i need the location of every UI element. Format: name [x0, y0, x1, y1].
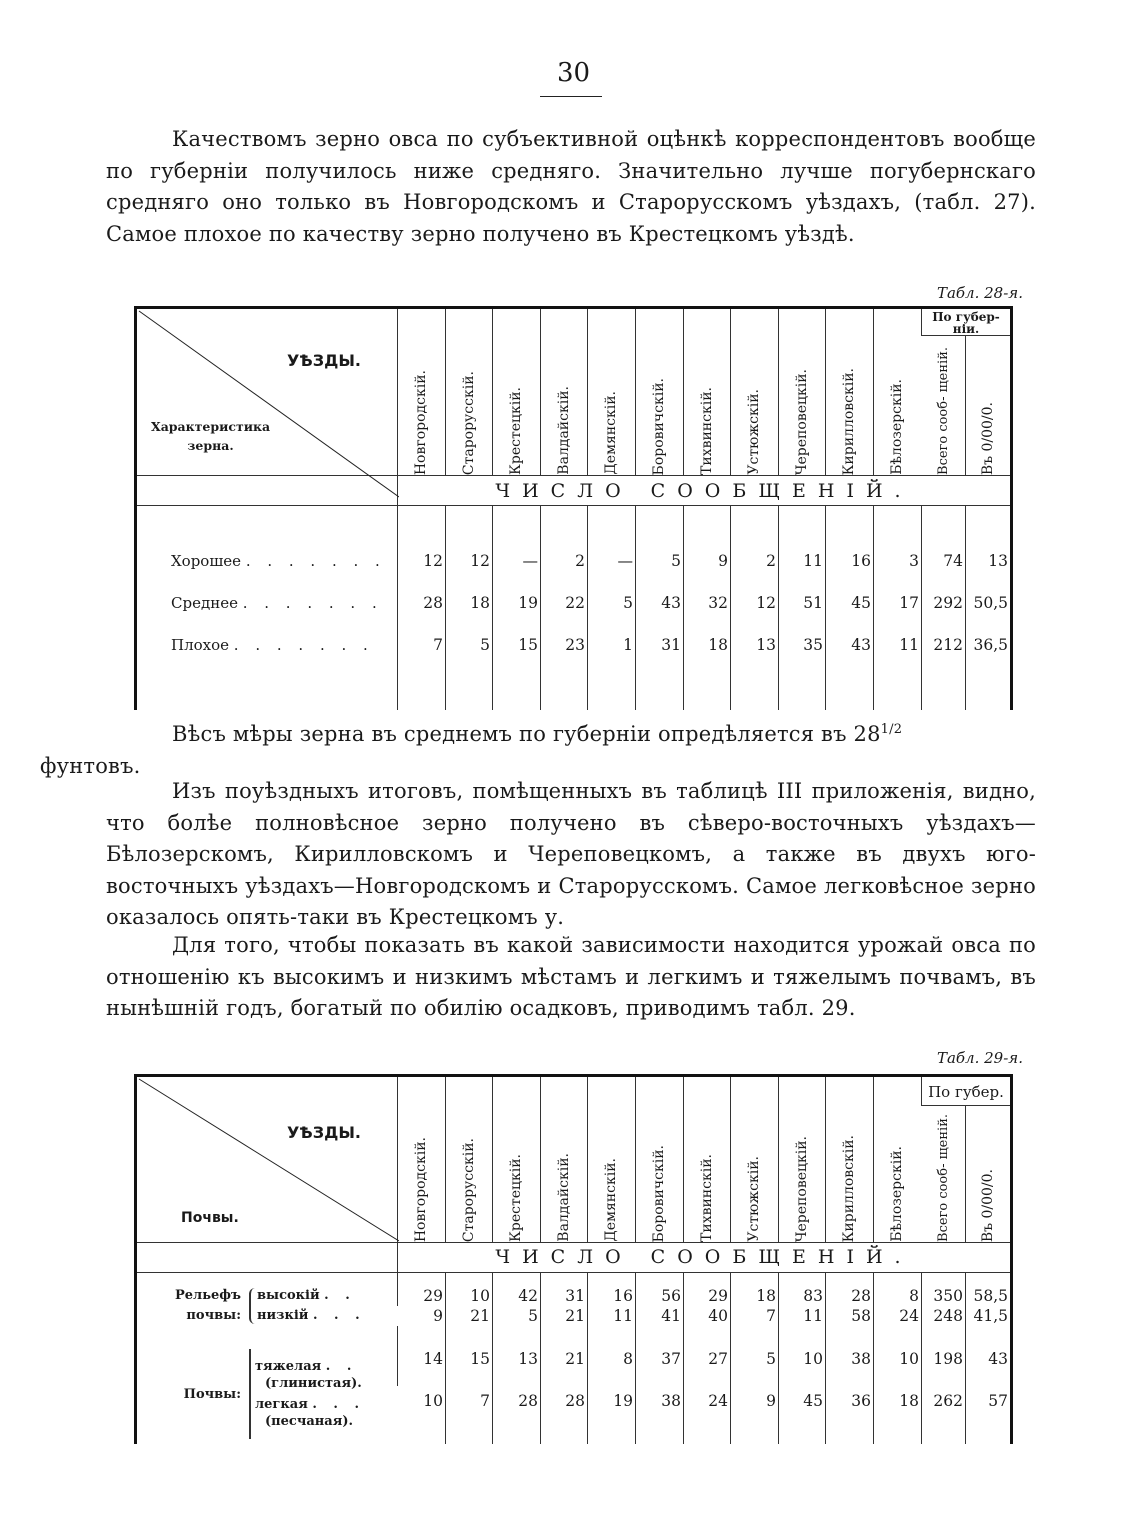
cell: 10	[874, 1344, 922, 1386]
cell: 5	[493, 1306, 541, 1326]
cell: 12	[731, 582, 779, 624]
cell: 8	[588, 1344, 636, 1386]
table2-subheader: ЧИСЛО СООБЩЕНІЙ.	[398, 1242, 1012, 1272]
col-header-label: Демянскій.	[603, 391, 619, 475]
spacer-cell	[136, 1326, 398, 1344]
cell: 51	[779, 582, 826, 624]
cell: 15	[493, 624, 541, 666]
col-header	[493, 1076, 541, 1243]
relief-high-label: высокій . .	[257, 1288, 356, 1304]
relief-group-label: Рельефъ почвы:	[174, 1288, 241, 1324]
cell: 18	[446, 582, 493, 624]
table2-gub-header: По губер.	[922, 1076, 1012, 1106]
cell: 28	[541, 1386, 588, 1444]
cell: 15	[446, 1344, 493, 1386]
cell: 18	[874, 1386, 922, 1444]
cell: 5	[588, 582, 636, 624]
soil-heavy-label: тяжелая . .	[255, 1359, 358, 1375]
table1-subheader: ЧИСЛО СООБЩЕНІЙ.	[398, 476, 1012, 506]
table-row	[136, 1286, 1012, 1306]
cell: 11	[779, 1306, 826, 1326]
cell: 350	[922, 1286, 966, 1306]
cell: —	[493, 540, 541, 582]
col-header-label: Бѣлозерскій.	[889, 1146, 905, 1242]
soil-heavy-sub: (глинистая).	[265, 1376, 362, 1392]
paragraph-grain-weight: Вѣсъ мѣры зерна въ среднемъ по губерніи опредѣляется въ $28^{1/2}$ фунтовъ.	[40, 722, 903, 778]
spacer-cell	[136, 1242, 398, 1272]
brace	[249, 1288, 257, 1324]
cell: 1	[588, 624, 636, 666]
cell: 198	[922, 1344, 966, 1386]
cell: 56	[636, 1286, 684, 1306]
page-number-rule	[540, 96, 602, 97]
diagonal-line	[137, 309, 399, 499]
col-header-label: Череповецкій.	[793, 368, 810, 475]
cell: 212	[922, 624, 966, 666]
cell: 27	[684, 1344, 731, 1386]
col-header-label: Валдайскій.	[555, 386, 572, 475]
cell: 13	[731, 624, 779, 666]
table1-caption: Табл. 28-я.	[936, 284, 1023, 302]
cell: 32	[684, 582, 731, 624]
cell: 9	[433, 1307, 443, 1326]
col-header	[684, 1076, 731, 1243]
cell: 13	[966, 540, 1012, 582]
cell: 58	[826, 1306, 874, 1326]
cell: 40	[684, 1306, 731, 1326]
cell: 21	[541, 1344, 588, 1386]
cell: —	[588, 540, 636, 582]
diagonal-line	[137, 1077, 399, 1243]
cell: 29	[684, 1286, 731, 1306]
cell: 12	[446, 540, 493, 582]
cell: 45	[826, 582, 874, 624]
cell: 19	[493, 582, 541, 624]
row-label: Плохое . . . . . . .	[171, 635, 374, 654]
cell: 11	[779, 540, 826, 582]
cell: 292	[922, 582, 966, 624]
col-header	[588, 308, 636, 476]
cell: 8	[874, 1286, 922, 1306]
cell: 42	[493, 1286, 541, 1306]
table1-corner-cell	[136, 308, 398, 476]
cell: 11	[874, 624, 922, 666]
cell: 31	[636, 624, 684, 666]
spacer-cell	[136, 506, 398, 540]
col-header	[826, 1076, 874, 1243]
col-header-label: Тихвинскій.	[698, 387, 715, 475]
col-header-label: Устюжскій.	[746, 389, 762, 475]
cell: 74	[922, 540, 966, 582]
col-header	[826, 308, 874, 476]
page-number: 30	[556, 58, 591, 88]
col-header-label: Боровичскій.	[651, 1144, 667, 1242]
relief-low-label: низкій . . .	[257, 1308, 366, 1324]
cell: 43	[966, 1344, 1012, 1386]
cell: 43	[826, 624, 874, 666]
cell: 13	[493, 1344, 541, 1386]
cell: 50,5	[966, 582, 1012, 624]
table1-corner-bottom-line2: зерна.	[187, 438, 234, 453]
col-header	[779, 1076, 826, 1243]
col-header-pct	[966, 336, 1012, 476]
cell: 7	[446, 1386, 493, 1444]
cell: 7	[398, 624, 446, 666]
cell: 262	[922, 1386, 966, 1444]
col-header-label: Кирилловскій.	[841, 1134, 857, 1242]
col-header-label: Новгородскій.	[413, 1136, 429, 1242]
col-header	[874, 1076, 922, 1243]
cell: 9	[684, 540, 731, 582]
col-header	[493, 308, 541, 476]
soil-group-label: Почвы:	[183, 1386, 241, 1402]
table-row	[136, 540, 1012, 582]
col-header-label: Тихвинскій.	[698, 1154, 715, 1242]
table2-corner-bottom: Почвы.	[181, 1209, 239, 1226]
paragraph-grain-quality: Качествомъ зерно овса по субъективной оцѣнкѣ корреспондентовъ вообще по губерніи получилось ниже средняго. Значительно лучше погубернскаго средняго оно только въ Новгородскомъ и Старорусскомъ уѣздахъ, (табл. 27). Самое плохое по качеству зерно получено въ Крестецкомъ уѣздѣ.	[106, 127, 1036, 246]
relief-row-label	[136, 1286, 398, 1326]
cell: 57	[966, 1386, 1012, 1444]
table1-corner-top: УѢЗДЫ.	[286, 351, 361, 370]
cell: 18	[731, 1286, 779, 1306]
cell: 3	[874, 540, 922, 582]
table1-corner-bottom-line1: Характеристика	[151, 419, 271, 434]
soil-light-sub: (песчаная).	[265, 1414, 354, 1430]
cell: 16	[826, 540, 874, 582]
cell: 10	[446, 1286, 493, 1306]
col-header-label: Боровичскій.	[651, 377, 667, 475]
table-28	[134, 306, 1013, 710]
cell: 31	[541, 1286, 588, 1306]
spacer-cell	[136, 1272, 398, 1286]
cell: 21	[446, 1306, 493, 1326]
cell: 23	[541, 624, 588, 666]
row-label: Среднее . . . . . . .	[171, 593, 383, 612]
col-header-label: Череповецкій.	[793, 1135, 810, 1242]
col-header	[398, 308, 446, 476]
cell: 38	[636, 1386, 684, 1444]
cell: 9	[731, 1386, 779, 1444]
cell: 5	[731, 1344, 779, 1386]
cell: 19	[588, 1386, 636, 1444]
paragraph-heavy-grain: Изъ поуѣздныхъ итоговъ, помѣщенныхъ въ таблицѣ III приложенія, видно, что болѣе полновѣсное зерно получено въ сѣверо-восточныхъ уѣздахъ—Бѣлозерскомъ, Кирилловскомъ и Череповецкомъ, а также въ двухъ юго-восточныхъ уѣздахъ—Новгородскомъ и Старорусскомъ. Самое легковѣсное зерно оказалось опять-таки въ Крестецкомъ у.	[106, 779, 1036, 929]
cell: 7	[731, 1306, 779, 1326]
soil-row-label	[136, 1344, 398, 1444]
table-row	[136, 1344, 1012, 1386]
col-header-label: Демянскій.	[603, 1158, 619, 1242]
table-29	[134, 1074, 1013, 1444]
col-header-pct	[966, 1106, 1012, 1243]
cell: 10	[423, 1392, 443, 1411]
cell: 24	[684, 1386, 731, 1444]
col-header-total-label: Всего сооб- щеній.	[935, 1114, 951, 1242]
col-header	[684, 308, 731, 476]
col-header-label: Кирилловскій.	[841, 367, 857, 475]
col-header-label: Бѣлозерскій.	[889, 379, 905, 475]
table1-gub-header: По губер- ніи.	[922, 308, 1012, 336]
soil-light-label: легкая . . .	[255, 1397, 365, 1413]
col-header	[541, 308, 588, 476]
cell: 45	[779, 1386, 826, 1444]
table-row	[136, 582, 1012, 624]
col-header	[636, 1076, 684, 1243]
col-header	[588, 1076, 636, 1243]
cell: 2	[541, 540, 588, 582]
cell: 29	[398, 1286, 446, 1306]
cell: 5	[636, 540, 684, 582]
col-header	[541, 1076, 588, 1243]
cell: 38	[826, 1344, 874, 1386]
cell: 16	[588, 1286, 636, 1306]
col-header-label: Крестецкій.	[508, 387, 524, 475]
col-header-label: Крестецкій.	[508, 1154, 524, 1242]
table2-caption: Табл. 29-я.	[936, 1049, 1023, 1067]
col-header	[446, 308, 493, 476]
col-header-pct-label: Въ 0/00/0.	[979, 1168, 996, 1242]
cell: 12	[398, 540, 446, 582]
cell: 18	[684, 624, 731, 666]
cell: 248	[922, 1306, 966, 1326]
col-header-total-label: Всего сооб- щеній.	[935, 347, 951, 475]
paragraph-relief-soils: Для того, чтобы показать въ какой зависимости находится урожай овса по отношенію къ высокимъ и низкимъ мѣстамъ и легкимъ и тяжелымъ почвамъ, въ нынѣшній годъ, богатый по обилію осадковъ, приводимъ табл. 29.	[106, 933, 1036, 1020]
spacer-cell	[136, 666, 398, 710]
cell: 37	[636, 1344, 684, 1386]
cell: 36,5	[966, 624, 1012, 666]
cell: 41,5	[966, 1306, 1012, 1326]
cell: 83	[779, 1286, 826, 1306]
col-header	[779, 308, 826, 476]
cell: 36	[826, 1386, 874, 1444]
col-header-label: Новгородскій.	[413, 369, 429, 475]
col-header	[874, 308, 922, 476]
col-header-label: Старорусскій.	[460, 1137, 477, 1242]
cell: 24	[874, 1306, 922, 1326]
cell: 11	[588, 1306, 636, 1326]
cell: 2	[731, 540, 779, 582]
cell: 14	[398, 1344, 446, 1386]
cell: 10	[779, 1344, 826, 1386]
col-header	[636, 308, 684, 476]
cell: 22	[541, 582, 588, 624]
fraction: 1/2	[880, 722, 903, 737]
col-header-label: Валдайскій.	[555, 1153, 572, 1242]
col-header-pct-label: Въ 0/00/0.	[979, 401, 996, 475]
cell: 5	[446, 624, 493, 666]
col-header-label: Устюжскій.	[746, 1156, 762, 1242]
col-header-total	[922, 336, 966, 476]
col-header	[398, 1076, 446, 1243]
cell: 58,5	[966, 1286, 1012, 1306]
cell: 43	[636, 582, 684, 624]
table2-corner-cell	[136, 1076, 398, 1243]
col-header	[731, 308, 779, 476]
row-label: Хорошее . . . . . . .	[171, 551, 386, 570]
col-header-label: Старорусскій.	[460, 370, 477, 475]
table2-corner-top: УѢЗДЫ.	[286, 1123, 361, 1142]
col-header-total	[922, 1106, 966, 1243]
cell: 28	[493, 1386, 541, 1444]
cell: 35	[779, 624, 826, 666]
cell: 21	[541, 1306, 588, 1326]
col-header	[446, 1076, 493, 1243]
table-row	[136, 624, 1012, 666]
cell: 28	[826, 1286, 874, 1306]
col-header	[731, 1076, 779, 1243]
cell: 28	[398, 582, 446, 624]
cell: 41	[636, 1306, 684, 1326]
table1-corner-bottom	[151, 417, 270, 455]
cell: 17	[874, 582, 922, 624]
